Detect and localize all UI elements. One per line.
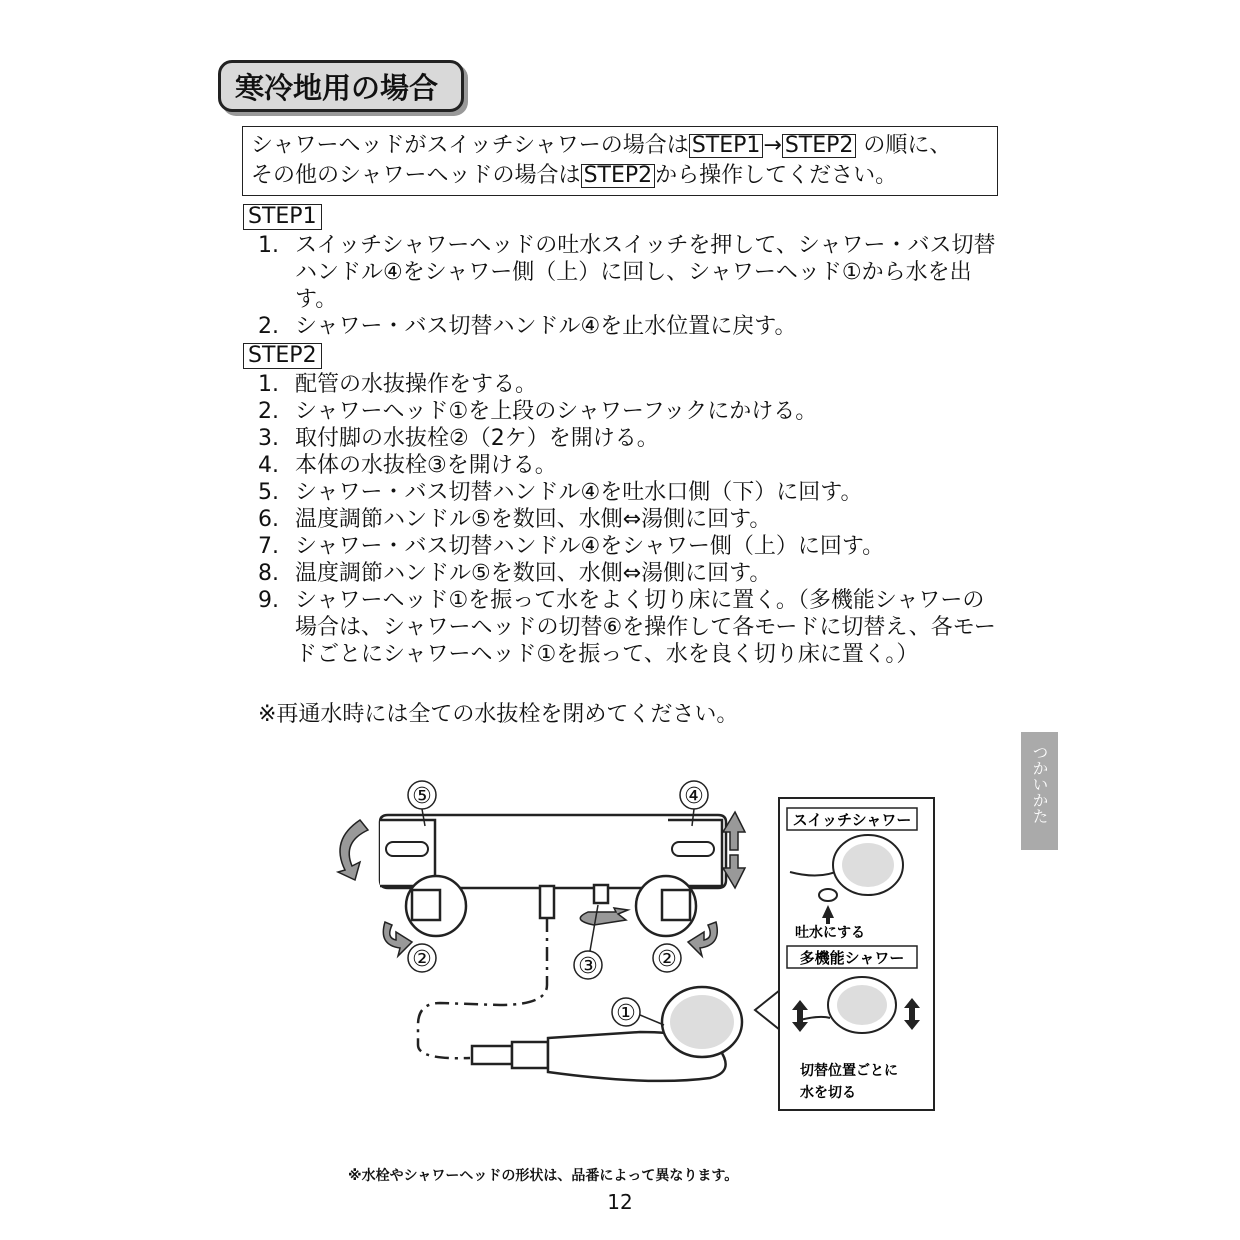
list-item: 3. 取付脚の水抜栓②（2ケ）を開ける。 bbox=[258, 426, 659, 451]
label-2a: ② bbox=[412, 947, 432, 972]
switch-shower-title: スイッチシャワー bbox=[792, 811, 912, 829]
multi-shower-caption-2: 水を切る bbox=[800, 1085, 856, 1101]
label-1: ① bbox=[616, 1001, 636, 1026]
arrow-right-icon: → bbox=[763, 133, 782, 158]
list-item: 2. シャワー・バス切替ハンドル④を止水位置に戻す。 bbox=[258, 314, 797, 339]
intro-line-2: その他のシャワーヘッドの場合は STEP2 から操作してください。 bbox=[251, 163, 898, 188]
label-2b: ② bbox=[657, 947, 677, 972]
list-item: 1. 配管の水抜操作をする。 bbox=[258, 372, 538, 397]
step1-tag: STEP1 bbox=[689, 134, 764, 158]
list-item: 6. 温度調節ハンドル⑤を数回、水側⇔湯側に回す。 bbox=[258, 507, 772, 532]
step1-label: STEP1 bbox=[243, 204, 322, 230]
shower-hose bbox=[418, 918, 547, 1058]
step2-tag: STEP2 bbox=[782, 134, 857, 158]
faucet-body bbox=[380, 815, 726, 936]
label-3: ③ bbox=[578, 954, 598, 979]
callout-box bbox=[755, 798, 934, 1110]
list-item: 5. シャワー・バス切替ハンドル④を吐水口側（下）に回す。 bbox=[258, 480, 863, 505]
step2-label: STEP2 bbox=[243, 343, 322, 369]
intro-line-1: シャワーヘッドがスイッチシャワーの場合は STEP1 → STEP2 の順に、 bbox=[251, 133, 952, 158]
label-4: ④ bbox=[684, 784, 704, 809]
list-item: 1. スイッチシャワーヘッドの吐水スイッチを押して、シャワー・バス切替ハンドル④をシャワー側（上）に回し、シャワーヘッド①から水を出す。 bbox=[258, 233, 996, 312]
label-5: ⑤ bbox=[412, 784, 432, 809]
list-item: 9. シャワーヘッド①を振って水をよく切り床に置く。（多機能シャワーの場合は、シャワーヘッドの切替⑥を操作して各モードに切替え、各モードごとにシャワーヘッド①を振って、水を良く切り床に置く。） bbox=[258, 588, 996, 667]
list-item: 7. シャワー・バス切替ハンドル④をシャワー側（上）に回す。 bbox=[258, 534, 885, 559]
section-title: 寒冷地用の場合 bbox=[218, 60, 464, 112]
list-item: 4. 本体の水抜栓③を開ける。 bbox=[258, 453, 557, 478]
side-tab: つかいかた bbox=[1021, 732, 1058, 850]
shower-head bbox=[472, 987, 742, 1081]
multi-shower-caption-1: 切替位置ごとに bbox=[800, 1063, 898, 1079]
list-item: 8. 温度調節ハンドル⑤を数回、水側⇔湯側に回す。 bbox=[258, 561, 772, 586]
page-number: 12 bbox=[607, 1190, 633, 1214]
list-item: 2. シャワーヘッド①を上段のシャワーフックにかける。 bbox=[258, 399, 818, 424]
footnote: ※水栓やシャワーヘッドの形状は、品番によって異なります。 bbox=[348, 1168, 739, 1184]
multi-shower-title: 多機能シャワー bbox=[799, 949, 905, 967]
switch-shower-caption: 吐水にする bbox=[795, 925, 865, 941]
note: ※再通水時には全ての水抜栓を閉めてください。 bbox=[258, 702, 739, 727]
step2-tag: STEP2 bbox=[581, 164, 656, 188]
